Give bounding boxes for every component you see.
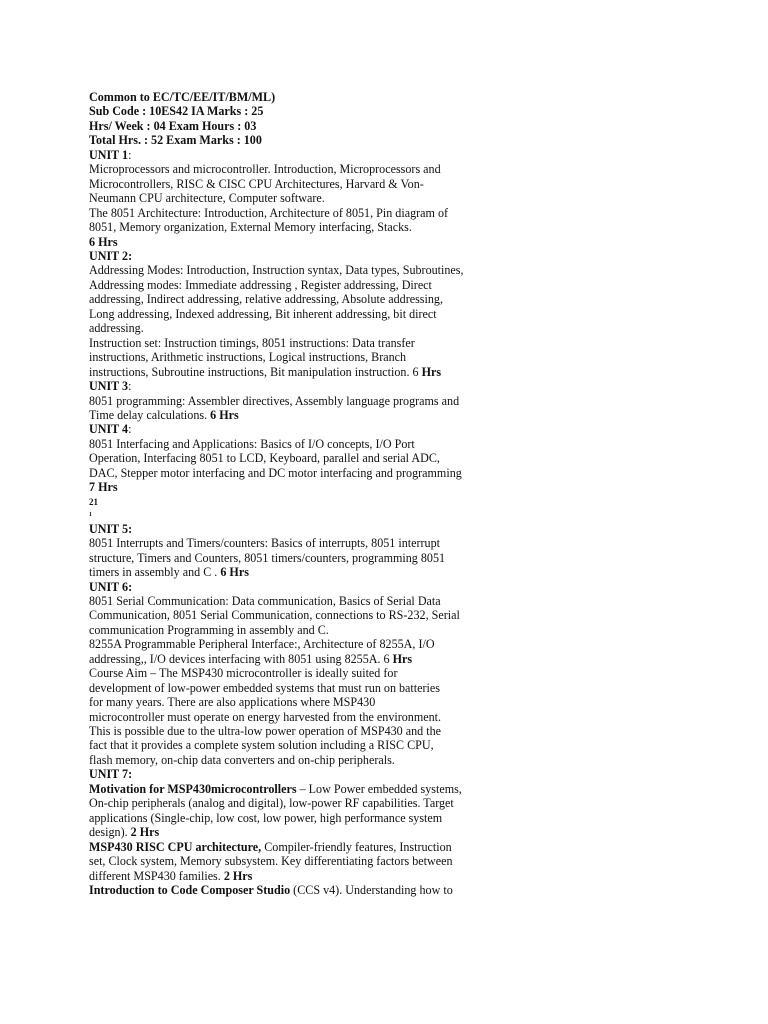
unit2-line: addressing, Indirect addressing, relative addressing, Absolute addressing,	[89, 292, 443, 307]
unit2-last-line: instructions, Subroutine instructions, Bit manipulation instruction. 6 Hrs	[89, 364, 442, 379]
unit7-line: On-chip peripherals (analog and digital), low-power RF capabilities. Target	[89, 796, 454, 811]
unit3-line: 8051 programming: Assembler directives, Assembly language programs and	[89, 393, 460, 408]
unit1-line: The 8051 Architecture: Introduction, Architecture of 8051, Pin diagram of	[89, 205, 449, 220]
unit1-title: UNIT 1:	[89, 147, 132, 162]
unit3-title: UNIT 3:	[89, 379, 132, 394]
unit4-line: DAC, Stepper motor interfacing and DC motor interfacing and programming	[89, 465, 462, 480]
unit5-title: UNIT 5:	[89, 521, 133, 536]
unit7-ccs: Introduction to Code Composer Studio (CCS v4). Understanding how to	[89, 883, 453, 898]
unit2-line: Instruction set: Instruction timings, 8051 instructions: Data transfer	[89, 335, 415, 350]
unit2-line: addressing.	[89, 321, 144, 336]
unit6-line: 8255A Programmable Peripheral Interface:, Architecture of 8255A, I/O	[89, 637, 435, 652]
page-number: 21	[89, 496, 98, 507]
unit6-line: communication Programming in assembly and C.	[89, 622, 329, 637]
course-aim-line: Course Aim – The MSP430 microcontroller is ideally suited for	[89, 666, 398, 681]
header-common: Common to EC/TC/EE/IT/BM/ML)	[89, 90, 276, 104]
header-sub-code: Sub Code : 10ES42 IA Marks : 25	[89, 104, 264, 119]
unit1-line: Microprocessors and microcontroller. Introduction, Microprocessors and	[89, 162, 441, 177]
unit7-line: set, Clock system, Memory subsystem. Key differentiating factors between	[89, 854, 453, 869]
page-mark: 1	[89, 511, 92, 518]
unit2-line: instructions, Arithmetic instructions, Logical instructions, Branch	[89, 350, 407, 365]
unit1-line: Microcontrollers, RISC & CISC CPU Architectures, Harvard & Von-	[89, 176, 424, 191]
unit4-line: Operation, Interfacing 8051 to LCD, Keyboard, parallel and serial ADC,	[89, 451, 440, 466]
unit7-line: different MSP430 families. 2 Hrs	[89, 868, 253, 883]
course-aim-line: fact that it provides a complete system solution including a RISC CPU,	[89, 738, 434, 753]
unit5-line: structure, Timers and Counters, 8051 timers/counters, programming 8051	[89, 550, 446, 565]
unit6-line: Communication, 8051 Serial Communication, connections to RS-232, Serial	[89, 608, 460, 623]
course-aim-line: development of low-power embedded systems that must run on batteries	[89, 680, 440, 695]
unit7-line: design). 2 Hrs	[89, 825, 160, 840]
course-aim-line: This is possible due to the ultra-low power operation of MSP430 and the	[89, 724, 442, 739]
unit2-line: Long addressing, Indexed addressing, Bit inherent addressing, bit direct	[89, 306, 437, 321]
unit6-line: 8051 Serial Communication: Data communication, Basics of Serial Data	[89, 593, 441, 608]
unit7-motivation: Motivation for MSP430microcontrollers – Low Power embedded systems,	[89, 781, 462, 796]
unit7-line: applications (Single-chip, low cost, low power, high performance system	[89, 810, 443, 825]
unit2-line: Addressing modes: Immediate addressing , Register addressing, Direct	[89, 277, 432, 292]
unit3-line: Time delay calculations. 6 Hrs	[89, 407, 239, 422]
unit7-title: UNIT 7:	[89, 767, 133, 782]
syllabus-page	[89, 90, 489, 897]
header-hours: Hrs/ Week : 04 Exam Hours : 03	[89, 118, 257, 133]
unit5-line: 8051 Interrupts and Timers/counters: Basics of interrupts, 8051 interrupt	[89, 536, 441, 551]
unit2-title: UNIT 2:	[89, 248, 133, 263]
header-total: Total Hrs. : 52 Exam Marks : 100	[89, 133, 262, 148]
course-aim-line: microcontroller must operate on energy harvested from the environment.	[89, 709, 442, 724]
course-aim-line: flash memory, on-chip data converters and on-chip peripherals.	[89, 752, 395, 767]
unit5-last-line: timers in assembly and C . 6 Hrs	[89, 565, 249, 580]
unit1-line: 8051, Memory organization, External Memory interfacing, Stacks.	[89, 220, 412, 235]
unit6-last-line: addressing,, I/O devices interfacing with 8051 using 8255A. 6 Hrs	[89, 651, 413, 666]
unit4-line: 8051 Interfacing and Applications: Basics of I/O concepts, I/O Port	[89, 436, 415, 451]
unit2-line: Addressing Modes: Introduction, Instruction syntax, Data types, Subroutines,	[89, 263, 464, 278]
unit4-hours: 7 Hrs	[89, 480, 118, 495]
unit7-risc: MSP430 RISC CPU architecture, Compiler-friendly features, Instruction	[89, 839, 452, 854]
unit6-title: UNIT 6:	[89, 579, 133, 594]
course-aim-line: for many years. There are also applications where MSP430	[89, 695, 376, 710]
unit4-title: UNIT 4:	[89, 422, 132, 437]
unit1-hours: 6 Hrs	[89, 234, 118, 249]
unit1-line: Neumann CPU architecture, Computer software.	[89, 191, 325, 206]
